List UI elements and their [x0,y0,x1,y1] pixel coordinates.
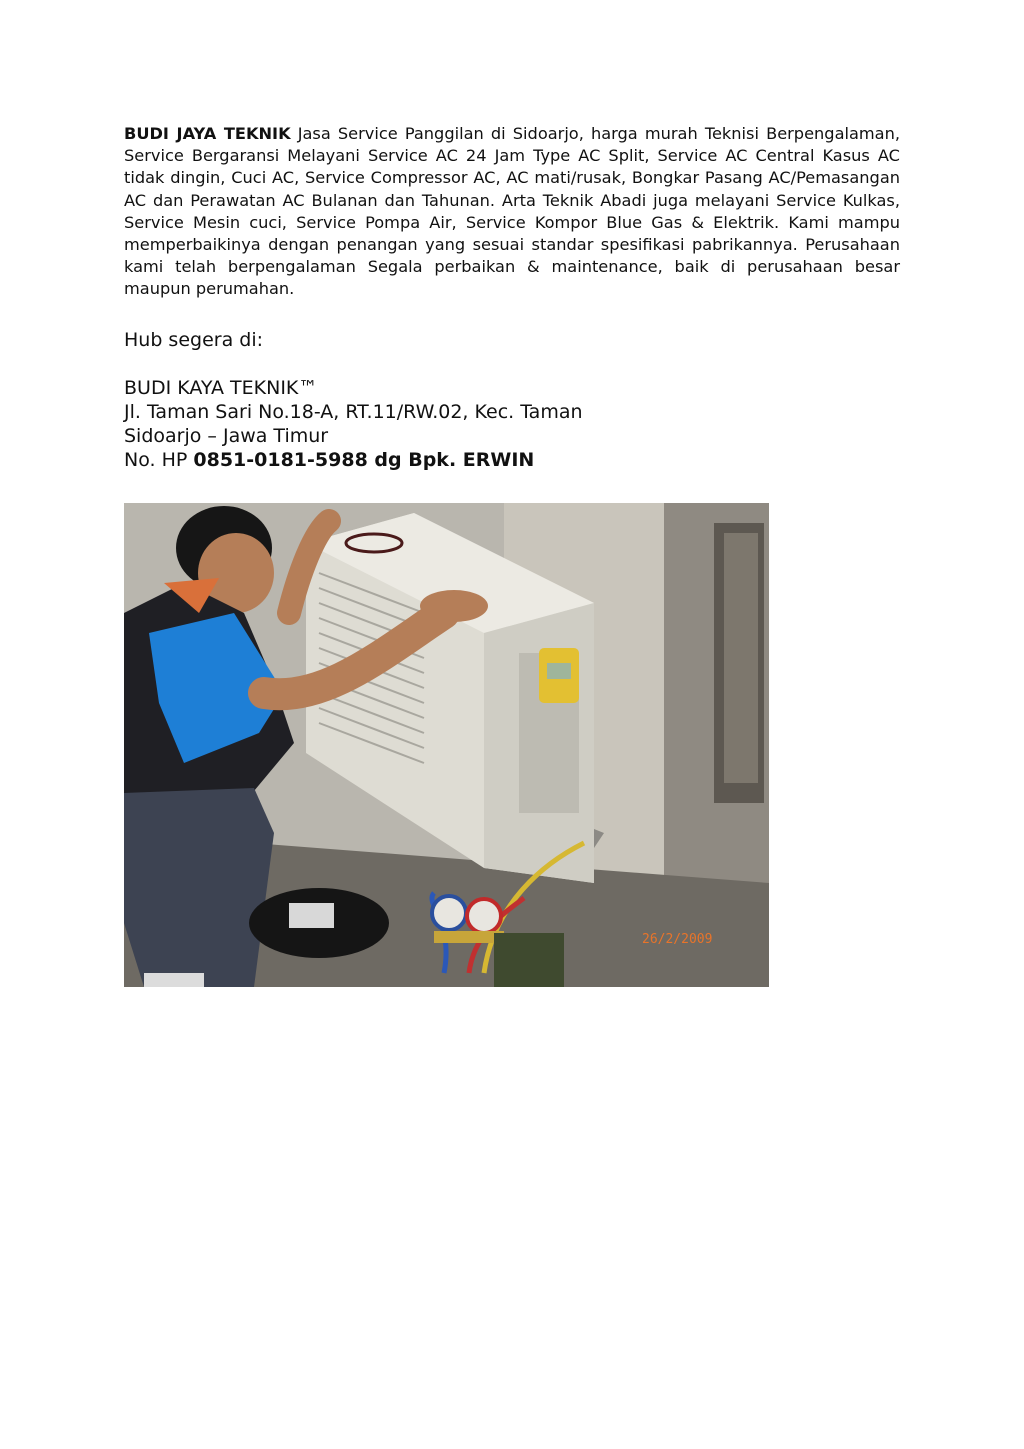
window-grille [724,533,758,783]
photo-date-stamp: 26/2/2009 [642,932,713,947]
technician-jeans [124,788,274,987]
contact-block [124,328,900,472]
phone-prefix: No. HP [124,449,194,471]
address-line-2: Sidoarjo – Jawa Timur [124,425,329,447]
intro-paragraph [124,123,900,301]
technician-photo [124,503,769,987]
intro-body: Jasa Service Panggilan di Sidoarjo, harga murah Teknisi Berpengalaman, Service Bergaransi Melayani Service AC 24 Jam Type AC Split, Service AC Central Kasus AC tidak dingin, Cuci AC, Service Compressor AC, AC mati/rusak, Bongkar Pasang AC/Pemasangan AC dan Perawatan AC Bulanan dan Tahunan. Arta Teknik Abadi juga melayani Service Kulkas, Service Mesin cuci, Service Pompa Air, Service Kompor Blue Gas & Elektrik. Kami mampu memperbaikinya dengan penangan yang sesuai standar spesifikasi pabrikannya. Perusahaan kami telah berpengalaman Segala perbaikan & maintenance, baik di perusahaan besar maupun perumahan. [124,124,901,299]
phone-line [124,448,900,472]
address-line-1: Jl. Taman Sari No.18-A, RT.11/RW.02, Kec. Taman [124,401,583,423]
meter-display [547,663,571,679]
manifold [434,931,504,943]
high-pressure-gauge [467,899,501,933]
technician-shoe [144,973,204,987]
phone-number: 0851-0181-5988 dg Bpk. ERWIN [193,449,535,471]
spacer [124,352,900,376]
business-name: BUDI KAYA TEKNIK™ [124,377,318,399]
technician-photo-illustration [124,503,769,987]
contact-heading: Hub segera di: [124,329,264,351]
tool-bag-item [289,903,334,928]
technician-hand [420,590,488,622]
company-name: BUDI JAYA TEKNIK [124,124,291,143]
vacuum-pump [494,933,564,987]
low-pressure-gauge [432,896,466,930]
